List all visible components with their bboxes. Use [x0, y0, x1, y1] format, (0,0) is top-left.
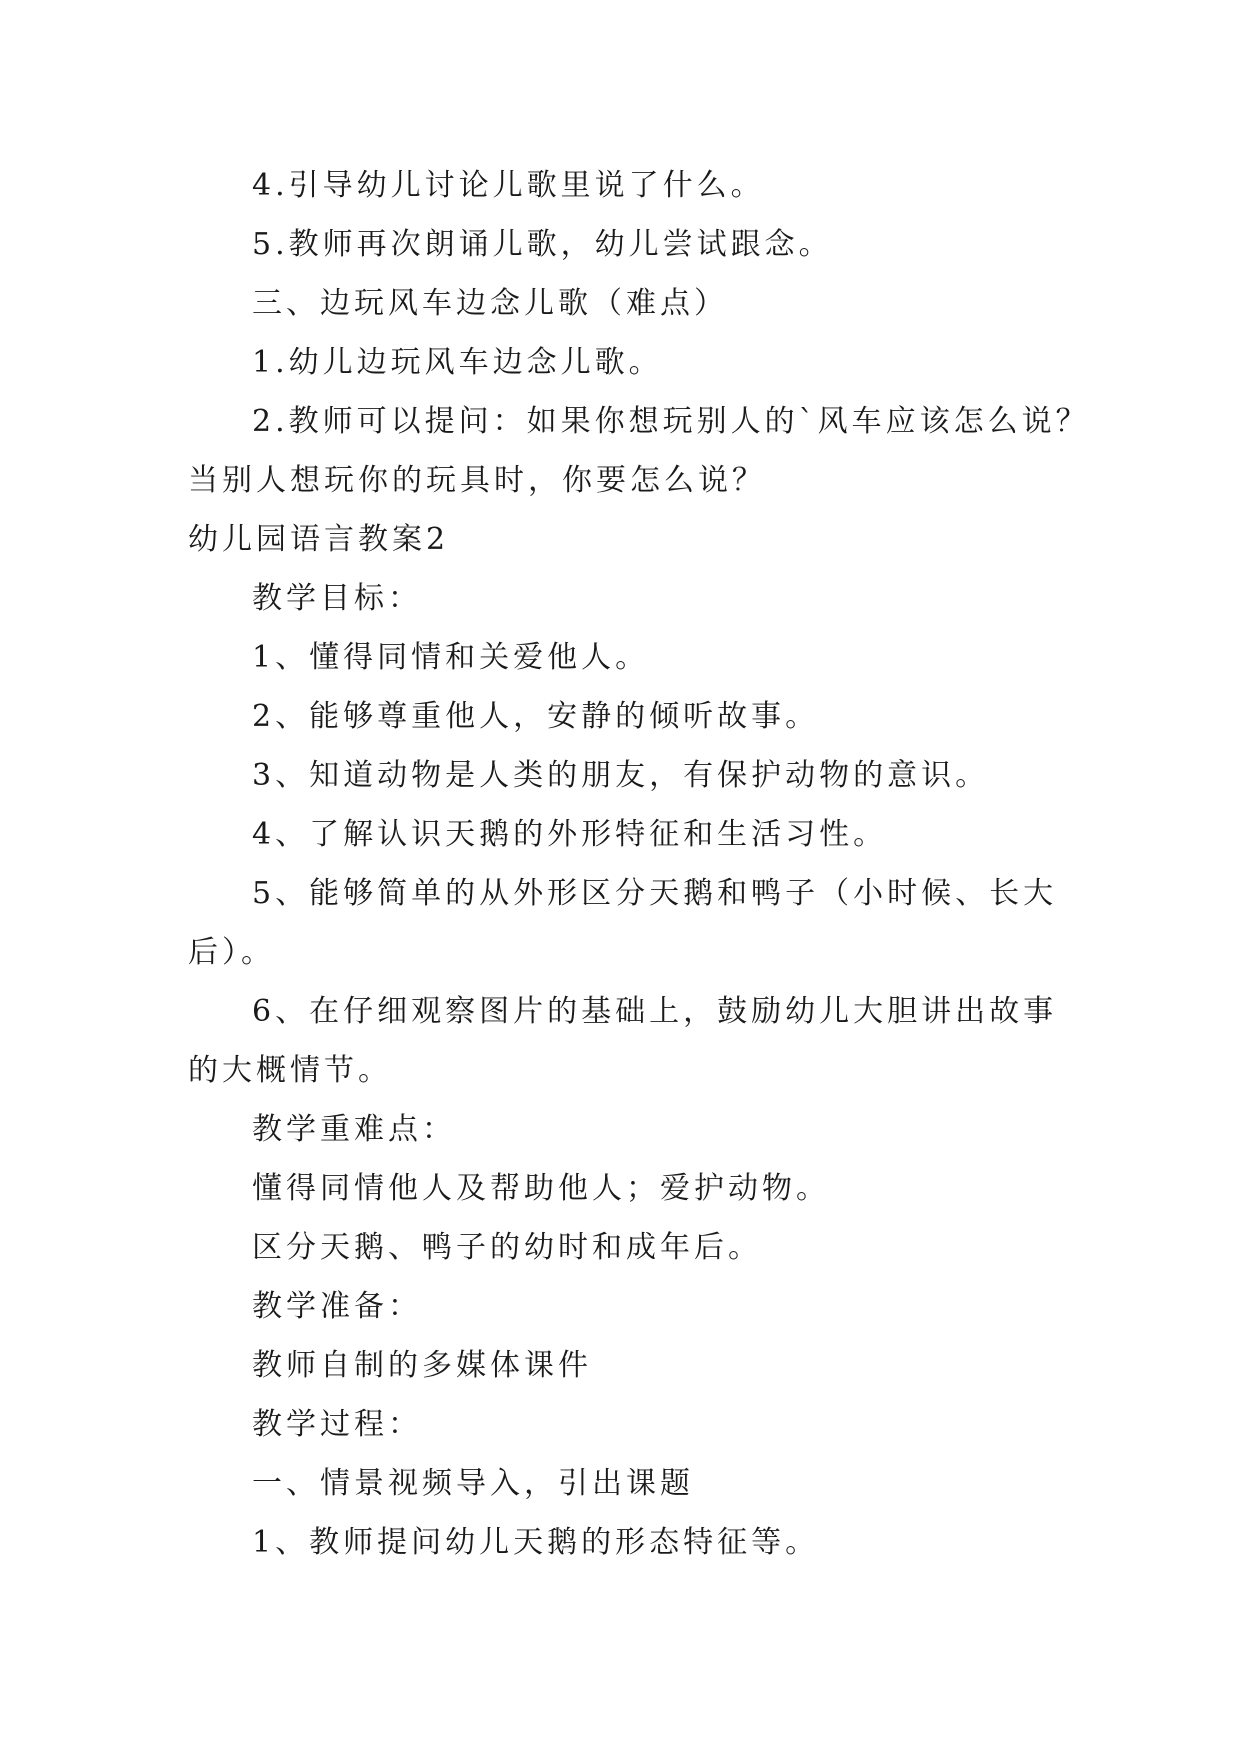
- heading-key-points: 教学重难点：: [252, 1112, 456, 1147]
- goal-item-2: 2、能够尊重他人，安静的倾听故事。: [252, 699, 820, 734]
- goal-item-4: 4、了解认识天鹅的外形特征和生活习性。: [252, 817, 888, 852]
- goal-item-6-continuation: 的大概情节。: [188, 1053, 392, 1088]
- goal-item-5: 5、能够简单的从外形区分天鹅和鸭子（小时候、长大: [252, 876, 1058, 911]
- paragraph-item-1: 1.幼儿边玩风车边念儿歌。: [252, 345, 663, 380]
- heading-process: 教学过程：: [252, 1407, 422, 1442]
- goal-item-1: 1、懂得同情和关爱他人。: [252, 640, 650, 675]
- goal-item-5-continuation: 后）。: [188, 935, 275, 970]
- paragraph-item-5: 5.教师再次朗诵儿歌，幼儿尝试跟念。: [252, 227, 833, 262]
- heading-teaching-goals: 教学目标：: [252, 581, 422, 616]
- heading-preparation: 教学准备：: [252, 1289, 422, 1324]
- goal-item-6: 6、在仔细观察图片的基础上，鼓励幼儿大胆讲出故事: [252, 994, 1058, 1029]
- process-item-1: 1、教师提问幼儿天鹅的形态特征等。: [252, 1525, 820, 1560]
- key-point-1: 懂得同情他人及帮助他人；爱护动物。: [252, 1171, 830, 1206]
- goal-item-3: 3、知道动物是人类的朋友，有保护动物的意识。: [252, 758, 990, 793]
- section-heading-3: 三、边玩风车边念儿歌（难点）: [252, 286, 728, 321]
- preparation-item: 教师自制的多媒体课件: [252, 1348, 592, 1383]
- paragraph-item-2: 2.教师可以提问：如果你想玩别人的`风车应该怎么说？: [252, 404, 1090, 439]
- paragraph-continuation: 当别人想玩你的玩具时，你要怎么说？: [188, 463, 766, 498]
- document-body: [188, 156, 1090, 1572]
- lesson-title: 幼儿园语言教案2: [188, 522, 450, 557]
- key-point-2: 区分天鹅、鸭子的幼时和成年后。: [252, 1230, 762, 1265]
- process-section-1: 一、情景视频导入，引出课题: [252, 1466, 694, 1501]
- paragraph-item-4: 4.引导幼儿讨论儿歌里说了什么。: [252, 168, 765, 203]
